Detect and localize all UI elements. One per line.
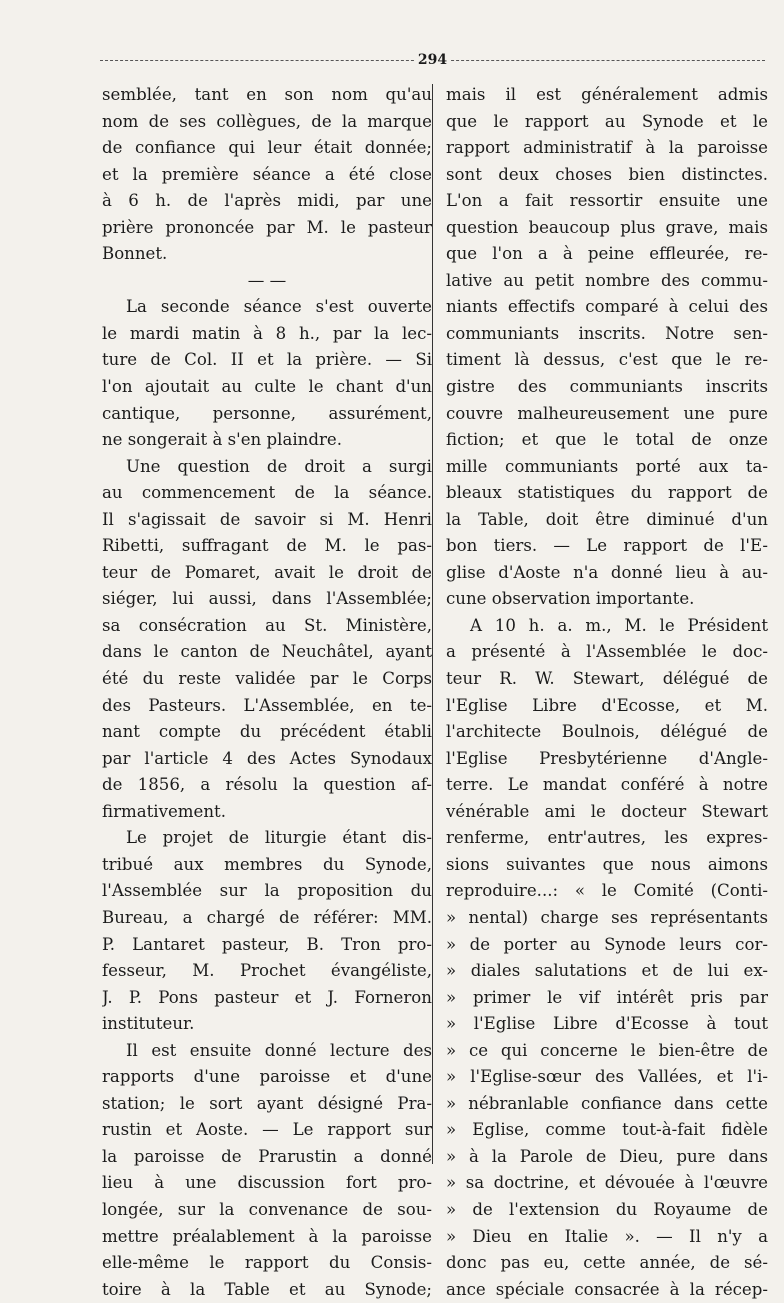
text-line: longée, sur la convenance de sou- [102,1199,432,1219]
text-line: Bonnet. [102,244,168,264]
text-line: » ce qui concerne le bien-être de [446,1040,768,1060]
text-line: A 10 h. a. m., M. le Président [470,615,768,635]
text-line: » Dieu en Italie ». — Il n'y a [446,1226,768,1246]
text-line: » Eglise, comme tout-à-fait fidèle [446,1120,768,1140]
text-line: Le projet de liturgie étant dis- [126,828,432,848]
text-line: » de l'extension du Royaume de [446,1199,768,1219]
text-line: ance spéciale consacrée à la récep- [446,1279,768,1299]
text-line: teur R. W. Stewart, délégué de [446,669,768,689]
text-line: firmativement. [102,801,226,821]
text-line: cune observation importante. [446,589,695,609]
text-line: question beaucoup plus grave, mais [446,217,768,237]
text-line: dans le canton de Neuchâtel, ayant [102,642,432,662]
text-line: fesseur, M. Prochet évangéliste, [102,961,432,981]
text-line: nom de ses collègues, de la marque [102,111,432,131]
text-line: L'on a fait ressortir ensuite une [446,191,768,211]
text-line: timent là dessus, c'est que le re- [446,350,768,370]
text-line: le mardi matin à 8 h., par la lec- [102,323,432,343]
text-line: lative au petit nombre des commu- [446,270,768,290]
text-line: J. P. Pons pasteur et J. Forneron [102,987,432,1007]
text-line: communiants inscrits. Notre sen- [446,323,768,343]
text-line: » primer le vif intérêt pris par [446,987,768,1007]
text-line: sont deux choses bien distinctes. [446,164,768,184]
left-column [102,82,432,1303]
text-line: vénérable ami le docteur Stewart [446,801,768,821]
text-line: mais il est généralement admis [446,85,768,104]
text-line: couvre malheureusement une pure [446,403,768,423]
text-line: l'architecte Boulnois, délégué de [446,722,768,742]
text-line: » à la Parole de Dieu, pure dans [446,1146,768,1166]
text-line: La seconde séance s'est ouverte [126,297,432,317]
text-line: sa consécration au St. Ministère, [102,615,432,635]
text-line: » nental) charge ses représentants [446,907,768,927]
text-line: reproduire...: « le Comité (Conti- [446,881,768,901]
page-number: 294 [414,52,451,68]
text-line: toire à la Table et au Synode; [102,1279,432,1299]
text-line: au commencement de la séance. [102,483,432,503]
text-line: elle-même le rapport du Consis- [102,1253,432,1273]
text-line: l'Assemblée sur la proposition du [102,881,432,901]
text-line: » de porter au Synode leurs cor- [446,934,768,954]
text-line: donc pas eu, cette année, de sé- [446,1253,768,1273]
text-line: de confiance qui leur était donnée; [102,138,432,158]
text-line: terre. Le mandat conféré à notre [446,775,768,795]
text-line: cantique, personne, assurément, [102,403,432,423]
text-line: par l'article 4 des Actes Synodaux [102,748,432,768]
text-line: l'Eglise Presbytérienne d'Angle- [446,748,768,768]
text-line: semblée, tant en son nom qu'au [102,85,432,104]
text-line: sions suivantes que nous aimons [446,854,768,874]
text-line: rustin et Aoste. — Le rapport sur [102,1120,432,1140]
text-line: mettre préalablement à la paroisse [102,1226,432,1246]
text-line: que le rapport au Synode et le [446,111,768,131]
text-line: niants effectifs comparé à celui des [446,297,768,317]
text-line: Il s'agissait de savoir si M. Henri [102,509,432,529]
text-line: que l'on a à peine effleurée, re- [446,244,768,264]
text-line: gistre des communiants inscrits [446,377,768,397]
text-line: la paroisse de Prarustin a donné [102,1146,432,1166]
text-line: glise d'Aoste n'a donné lieu à au- [446,562,768,582]
column-divider [432,84,433,1164]
text-line: a présenté à l'Assemblée le doc- [446,642,768,662]
text-line: » l'Eglise-sœur des Vallées, et l'i- [446,1067,768,1087]
text-line: » diales salutations et de lui ex- [446,961,768,981]
text-line: Ribetti, suffragant de M. le pas- [102,536,432,556]
text-line: Il est ensuite donné lecture des [126,1040,432,1060]
text-line: et la première séance a été close [102,164,432,184]
text-line: ne songerait à s'en plaindre. [102,430,342,450]
text-line: Une question de droit a surgi [126,456,432,476]
text-line: à 6 h. de l'après midi, par une [102,191,432,211]
text-line: tribué aux membres du Synode, [102,854,432,874]
text-line: été du reste validée par le Corps [102,669,432,689]
text-line: prière prononcée par M. le pasteur [102,217,432,237]
text-line: mille communiants porté aux ta- [446,456,768,476]
text-line: rapport administratif à la paroisse [446,138,768,158]
text-line: teur de Pomaret, avait le droit de [102,562,432,582]
text-line: l'Eglise Libre d'Ecosse, et M. [446,695,768,715]
text-line: rapports d'une paroisse et d'une [102,1067,432,1087]
text-line: » sa doctrine, et dévouée à l'œuvre [446,1173,768,1193]
page-header [100,48,765,72]
text-line: fiction; et que le total de onze [446,430,768,450]
text-line: lieu à une discussion fort pro- [102,1173,432,1193]
text-line: station; le sort ayant désigné Pra- [102,1093,432,1113]
text-line: ture de Col. II et la prière. — Si [102,350,432,370]
text-line: instituteur. [102,1014,195,1034]
text-line: Bureau, a chargé de référer: MM. [102,907,432,927]
text-line: des Pasteurs. L'Assemblée, en te- [102,695,432,715]
text-line: la Table, doit être diminué d'un [446,509,768,529]
text-line: nant compte du précédent établi [102,722,432,742]
text-line: P. Lantaret pasteur, B. Tron pro- [102,934,432,954]
text-line: » l'Eglise Libre d'Ecosse à tout [446,1014,768,1034]
text-line: bleaux statistiques du rapport de [446,483,768,503]
text-line: siéger, lui aussi, dans l'Assemblée; [102,589,432,609]
text-line: renferme, entr'autres, les expres- [446,828,768,848]
text-line: » nébranlable confiance dans cette [446,1093,768,1113]
text-line: — — [247,270,287,290]
text-line: de 1856, a résolu la question af- [102,775,432,795]
text-line: l'on ajoutait au culte le chant d'un [102,377,432,397]
right-column [446,82,768,1303]
text-line: bon tiers. — Le rapport de l'E- [446,536,768,556]
